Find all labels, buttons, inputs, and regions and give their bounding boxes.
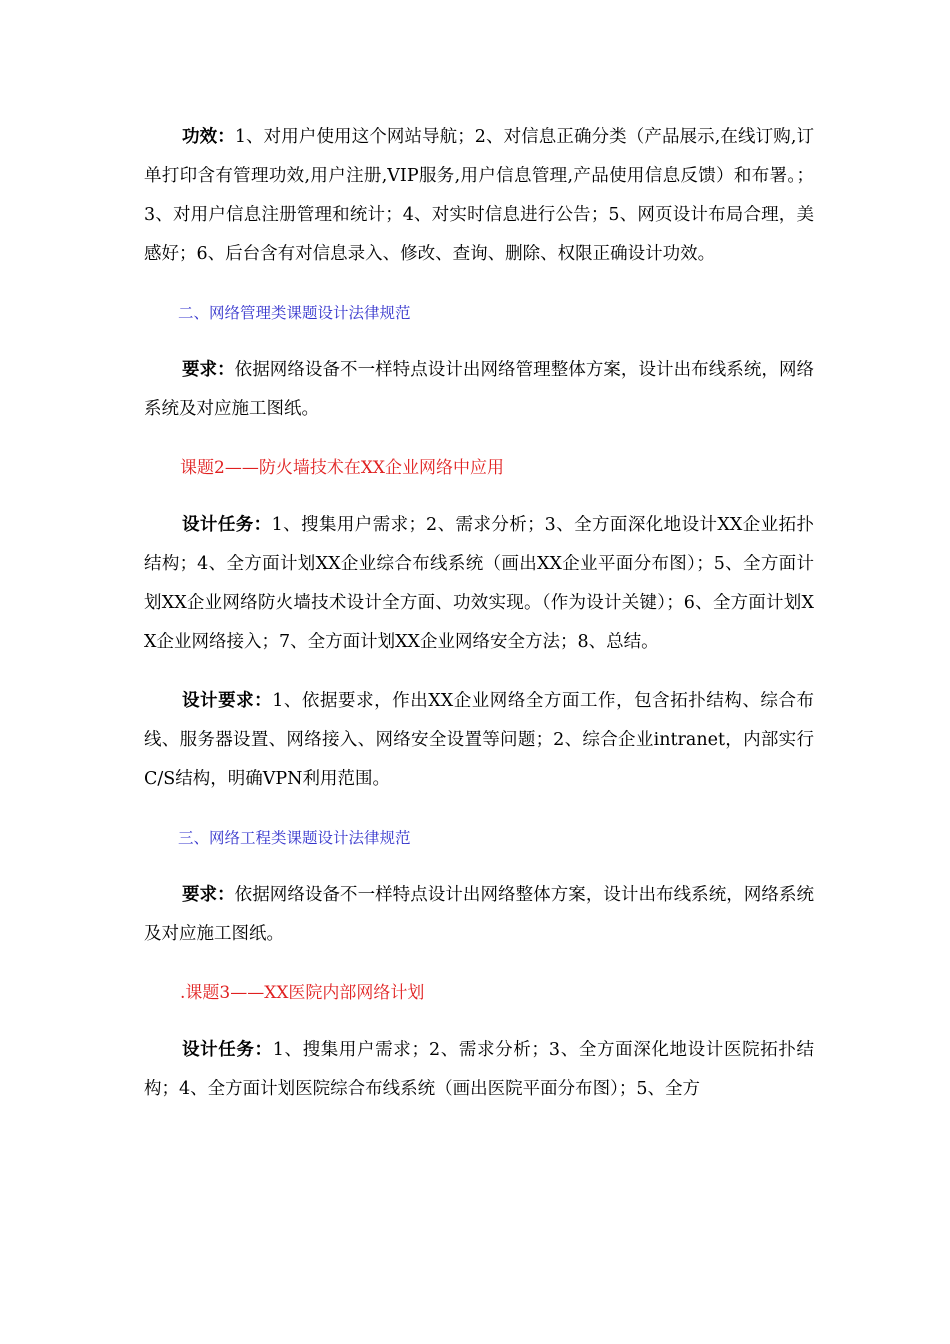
- requirement-text: 依据网络设备不一样特点设计出网络管理整体方案，设计出布线系统，网络系统及对应施工图纸。: [144, 360, 814, 419]
- design-requirement-text: 1、依据要求，作出XX企业网络全方面工作，包含拓扑结构、综合布线、服务器设置、网络接入、网络安全设置等问题；2、综合企业intranet，内部实行C/S结构，明确VPN利用范围。: [144, 691, 814, 789]
- section-heading-network-management: 二、网络管理类课题设计法律规范: [178, 304, 411, 322]
- function-paragraph: [144, 118, 814, 274]
- design-task-text: 1、搜集用户需求；2、需求分析；3、全方面深化地设计医院拓扑结构；4、全方面计划医院综合布线系统（画出医院平面分布图）；5、全方: [144, 1040, 815, 1099]
- requirement-paragraph-management: [144, 351, 814, 429]
- requirement-paragraph-engineering: [144, 876, 814, 954]
- design-task-paragraph-hospital: [144, 1031, 814, 1109]
- design-task-paragraph-firewall: [144, 506, 814, 662]
- design-task-text: 1、搜集用户需求；2、需求分析；3、全方面深化地设计XX企业拓扑结构；4、全方面计划XX企业综合布线系统（画出XX企业平面分布图）；5、全方面计划XX企业网络防火墙技术设计全方面、功效实现。（作为设计关键）；6、全方面计划XX企业网络接入；7、全方面计划XX企业网络安全方法；8、总结。: [144, 515, 814, 652]
- requirement-text: 依据网络设备不一样特点设计出网络整体方案，设计出布线系统，网络系统及对应施工图纸。: [144, 885, 814, 944]
- design-requirement-label: 设计要求：: [182, 691, 273, 711]
- topic-heading-hospital: .课题3——XX医院内部网络计划: [180, 983, 425, 1003]
- document-body: [144, 118, 814, 1129]
- section-heading-network-engineering: 三、网络工程类课题设计法律规范: [178, 829, 411, 847]
- function-text: 1、对用户使用这个网站导航；2、对信息正确分类（产品展示,在线订购,订单打印含有管理功效,用户注册,VIP服务,用户信息管理,产品使用信息反馈）和布署。；3、对用户信息注册管理和统计；4、对实时信息进行公告；5、网页设计布局合理，美感好；6、后台含有对信息录入、修改、查询、删除、权限正确设计功效。: [144, 127, 814, 264]
- design-task-label: 设计任务：: [182, 515, 272, 535]
- requirement-label: 要求：: [182, 360, 235, 380]
- design-requirement-paragraph: [144, 682, 814, 799]
- design-task-label: 设计任务：: [182, 1040, 273, 1060]
- requirement-label: 要求：: [182, 885, 235, 905]
- function-label: 功效：: [182, 127, 235, 147]
- topic-heading-firewall: 课题2——防火墙技术在XX企业网络中应用: [180, 458, 505, 478]
